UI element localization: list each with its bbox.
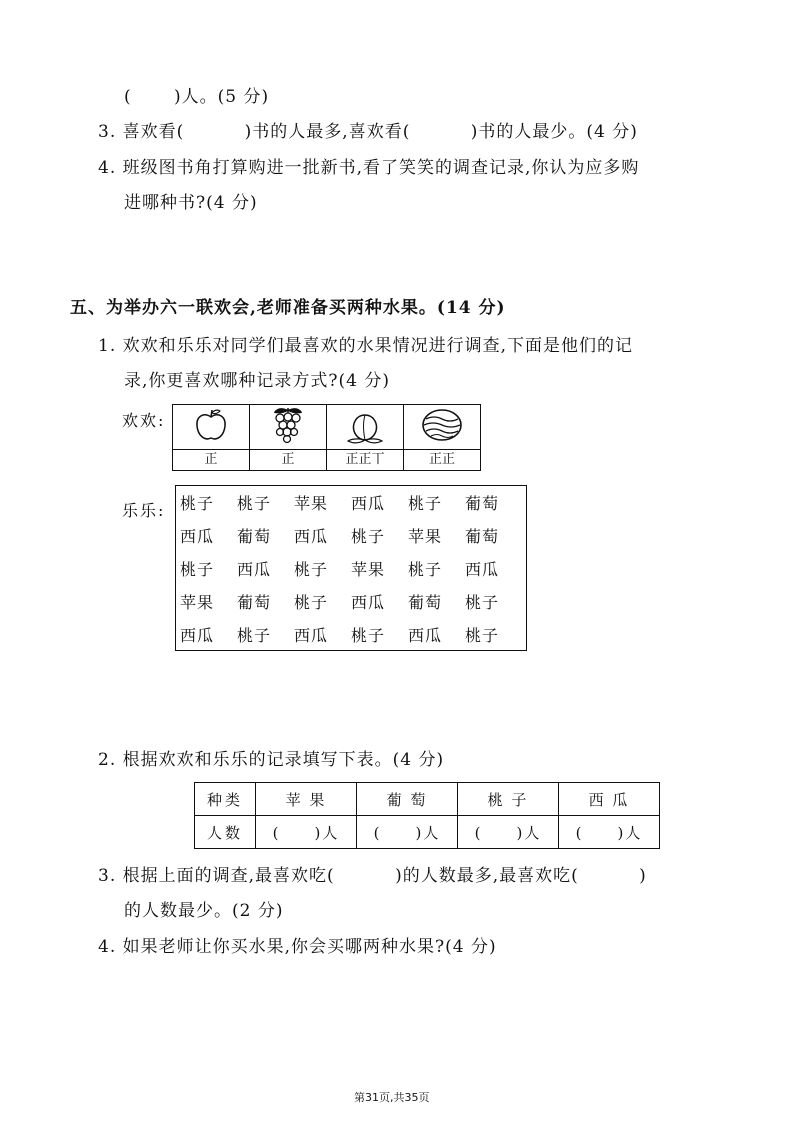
lele-cell: 苹果 xyxy=(408,527,443,546)
lele-cell: 西瓜 xyxy=(351,593,386,612)
lele-cell: 葡萄 xyxy=(408,593,443,612)
s5-question-1-line1: 1. 欢欢和乐乐对同学们最喜欢的水果情况进行调查,下面是他们的记 xyxy=(98,336,634,356)
lele-cell: 西瓜 xyxy=(351,494,386,513)
lele-cell: 桃子 xyxy=(408,560,443,579)
lele-cell: 西瓜 xyxy=(294,527,329,546)
lele-cell: 西瓜 xyxy=(180,626,215,645)
lele-cell: 桃子 xyxy=(351,626,386,645)
col-peach: 桃 子 xyxy=(458,783,559,816)
watermelon-icon xyxy=(404,405,481,450)
lele-cell: 西瓜 xyxy=(180,527,215,546)
blank-grapes[interactable]: ( )人 xyxy=(357,816,458,849)
question-4-line2: 进哪种书?(4 分) xyxy=(124,193,258,213)
lele-cell: 葡萄 xyxy=(465,494,500,513)
col-apple: 苹 果 xyxy=(256,783,357,816)
s5-question-3-line1: 3. 根据上面的调查,最喜欢吃( )的人数最多,最喜欢吃( ) xyxy=(98,866,647,886)
tally-grapes: 正 xyxy=(250,450,327,471)
lele-label: 乐乐: xyxy=(122,501,166,520)
lele-cell: 桃子 xyxy=(180,494,215,513)
peach-icon xyxy=(327,405,404,450)
section-5-heading: 五、为举办六一联欢会,老师准备买两种水果。(14 分) xyxy=(70,298,506,318)
s5-question-4: 4. 如果老师让你买水果,你会买哪两种水果?(4 分) xyxy=(98,937,497,957)
lele-record-grid xyxy=(180,491,522,656)
lele-cell: 桃子 xyxy=(294,560,329,579)
lele-cell: 苹果 xyxy=(294,494,329,513)
lele-cell: 葡萄 xyxy=(237,527,272,546)
huanhuan-record-table xyxy=(172,404,481,471)
lele-cell: 桃子 xyxy=(237,494,272,513)
question-3: 3. 喜欢看( )书的人最多,喜欢看( )书的人最少。(4 分) xyxy=(98,122,638,142)
blank-watermelon[interactable]: ( )人 xyxy=(559,816,660,849)
lele-cell: 桃子 xyxy=(465,626,500,645)
fruit-count-table xyxy=(194,782,660,849)
lele-cell: 桃子 xyxy=(294,593,329,612)
lele-cell: 桃子 xyxy=(237,626,272,645)
grapes-icon xyxy=(250,405,327,450)
lele-cell: 葡萄 xyxy=(237,593,272,612)
tally-apple: 正 xyxy=(173,450,250,471)
lele-cell: 桃子 xyxy=(408,494,443,513)
huanhuan-label: 欢欢: xyxy=(122,411,166,430)
col-watermelon: 西 瓜 xyxy=(559,783,660,816)
table-row-label: 人数 xyxy=(195,816,256,849)
lele-record-box xyxy=(175,485,527,651)
lele-cell: 西瓜 xyxy=(408,626,443,645)
s5-question-3-line2: 的人数最少。(2 分) xyxy=(124,901,284,921)
page-footer: 第31页,共35页 xyxy=(354,1091,430,1104)
blank-apple[interactable]: ( )人 xyxy=(256,816,357,849)
lele-cell: 苹果 xyxy=(180,593,215,612)
lele-cell: 西瓜 xyxy=(465,560,500,579)
s5-question-1-line2: 录,你更喜欢哪种记录方式?(4 分) xyxy=(124,371,391,391)
s5-question-2: 2. 根据欢欢和乐乐的记录填写下表。(4 分) xyxy=(98,750,445,770)
lele-cell: 桃子 xyxy=(351,527,386,546)
q2-tail: ( )人。(5 分) xyxy=(124,87,270,107)
blank-peach[interactable]: ( )人 xyxy=(458,816,559,849)
apple-icon xyxy=(173,405,250,450)
col-grapes: 葡 萄 xyxy=(357,783,458,816)
tally-watermelon: 正正 xyxy=(404,450,481,471)
lele-cell: 桃子 xyxy=(465,593,500,612)
tally-peach: 正正丅 xyxy=(327,450,404,471)
lele-cell: 西瓜 xyxy=(294,626,329,645)
table-head-label: 种类 xyxy=(195,783,256,816)
lele-cell: 苹果 xyxy=(351,560,386,579)
lele-cell: 桃子 xyxy=(180,560,215,579)
question-4-line1: 4. 班级图书角打算购进一批新书,看了笑笑的调查记录,你认为应多购 xyxy=(98,158,640,178)
lele-cell: 西瓜 xyxy=(237,560,272,579)
lele-cell: 葡萄 xyxy=(465,527,500,546)
